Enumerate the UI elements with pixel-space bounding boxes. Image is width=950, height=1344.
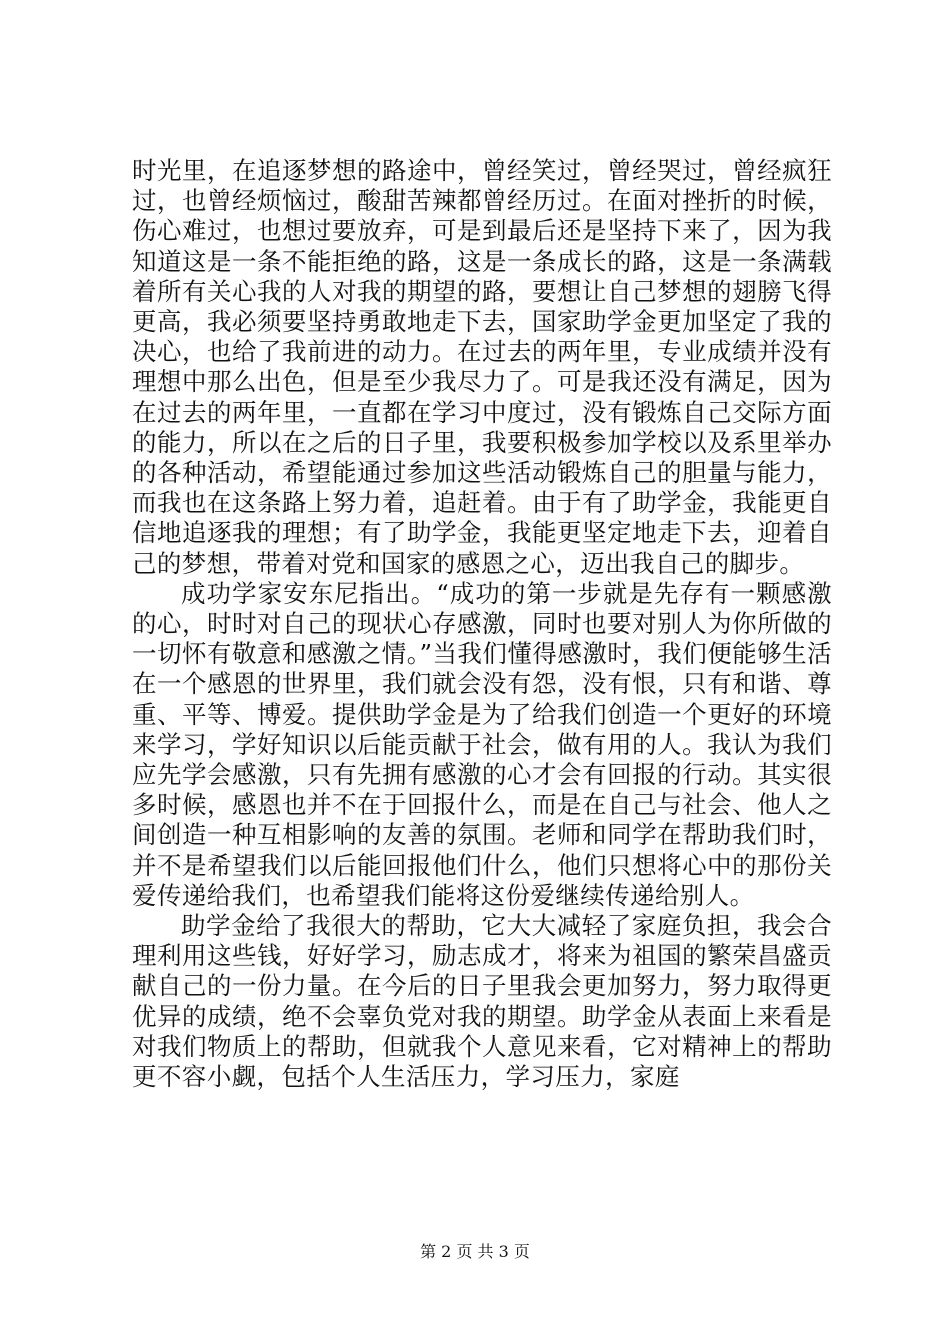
document-body xyxy=(132,156,832,1092)
page-number-footer: 第 2 页 共 3 页 xyxy=(420,1242,530,1261)
paragraph-grant-help: 助学金给了我很大的帮助，它大大减轻了家庭负担，我会合理利用这些钱，好好学习，励志成才，将来为祖国的繁荣昌盛贡献自己的一份力量。在今后的日子里我会更加努力，努力取得更优异的成绩，绝不会辜负党对我的期望。助学金从表面上来看是对我们物质上的帮助，但就我个人意见来看，它对精神上的帮助更不容小觑，包括个人生活压力，学习压力，家庭 xyxy=(132,911,832,1092)
paragraph-continuation: 时光里，在追逐梦想的路途中，曾经笑过，曾经哭过，曾经疯狂过，也曾经烦恼过，酸甜苦辣都曾经历过。在面对挫折的时候，伤心难过，也想过要放弃，可是到最后还是坚持下来了，因为我知道这是一条不能拒绝的路，这是一条成长的路，这是一条满载着所有关心我的人对我的期望的路，要想让自己梦想的翅膀飞得更高，我必须要坚持勇敢地走下去，国家助学金更加坚定了我的决心，也给了我前进的动力。在过去的两年里，专业成绩并没有理想中那么出色，但是至少我尽力了。可是我还没有满足，因为在过去的两年里，一直都在学习中度过，没有锻炼自己交际方面的能力，所以在之后的日子里，我要积极参加学校以及系里举办的各种活动，希望能通过参加这些活动锻炼自己的胆量与能力，而我也在这条路上努力着，追赶着。由于有了助学金，我能更自信地追逐我的理想；有了助学金，我能更坚定地走下去，迎着自己的梦想，带着对党和国家的感恩之心，迈出我自己的脚步。 xyxy=(132,156,832,578)
paragraph-gratitude: 成功学家安东尼指出。“成功的第一步就是先存有一颗感激的心，时时对自己的现状心存感激，同时也要对别人为你所做的一切怀有敬意和感激之情。”当我们懂得感激时，我们便能够生活在一个感恩的世界里，我们就会没有怨，没有恨，只有和谐、尊重、平等、博爱。提供助学金是为了给我们创造一个更好的环境来学习，学好知识以后能贡献于社会，做有用的人。我认为我们应先学会感激，只有先拥有感激的心才会有回报的行动。其实很多时候，感恩也并不在于回报什么，而是在自己与社会、他人之间创造一种互相影响的友善的氛围。老师和同学在帮助我们时，并不是希望我们以后能回报他们什么，他们只想将心中的那份关爱传递给我们，也希望我们能将这份爱继续传递给别人。 xyxy=(132,578,832,910)
